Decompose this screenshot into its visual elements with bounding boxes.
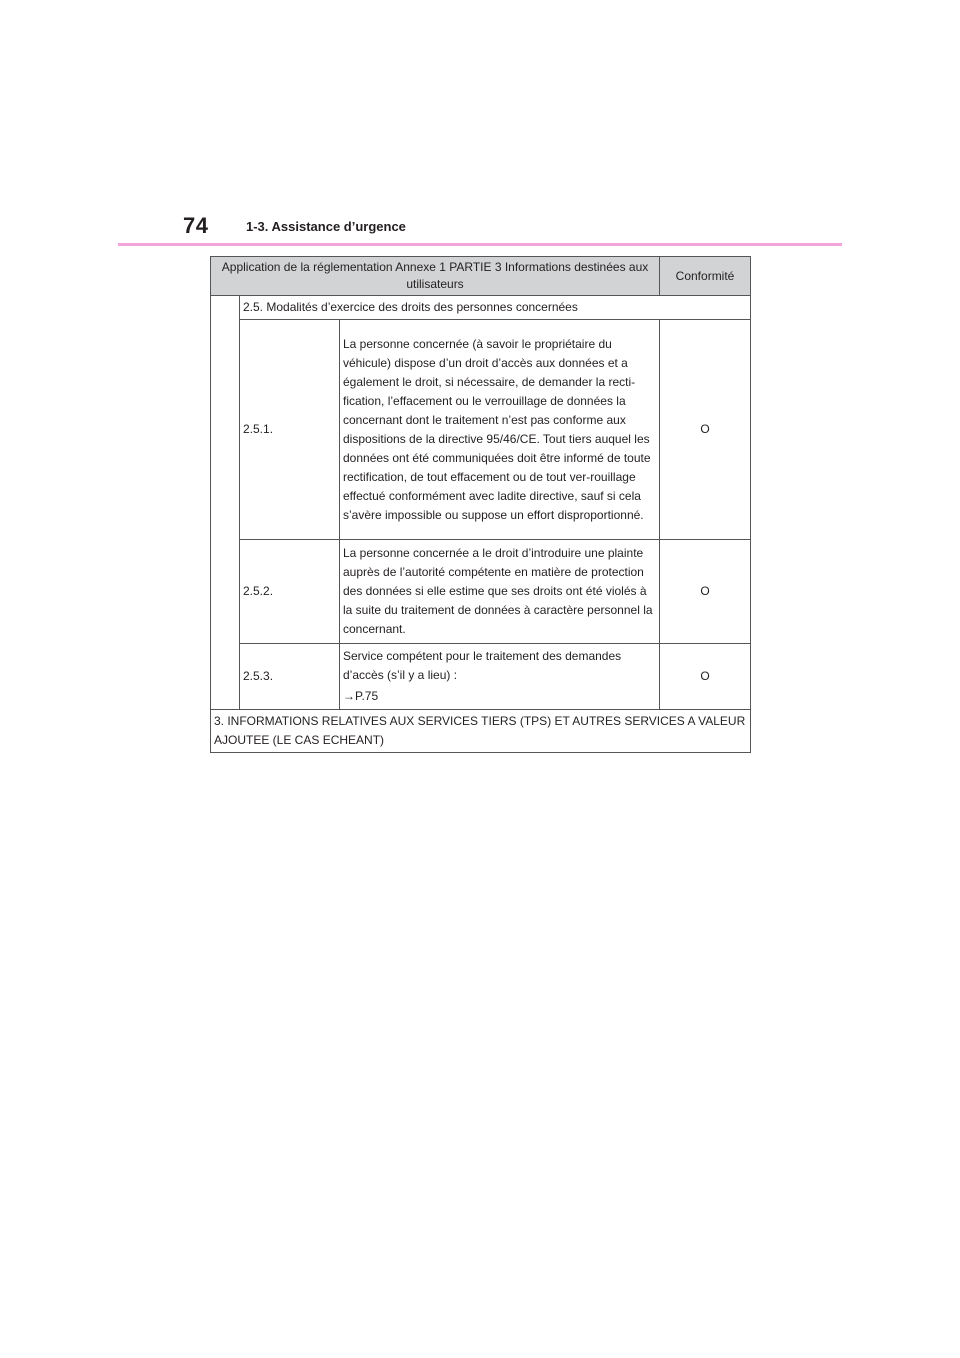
sub-heading: 2.5. Modalités d’exercice des droits des personnes concernées — [240, 296, 751, 320]
table-header-conformity: Conformité — [660, 257, 751, 296]
table-header-application: Application de la réglementation Annexe 1 PARTIE 3 Informations destinées aux utilisateurs — [211, 257, 660, 296]
indent-cell — [211, 296, 240, 710]
row-number: 2.5.2. — [240, 540, 340, 644]
table-row — [211, 644, 751, 710]
section-title: 1-3. Assistance d’urgence — [246, 219, 406, 234]
table-row — [211, 540, 751, 644]
row-description-cell — [340, 644, 660, 710]
section-3-heading: 3. INFORMATIONS RELATIVES AUX SERVICES TIERS (TPS) ET AUTRES SERVICES A VALEUR AJOUTEE (LE CAS ECHEANT) — [211, 710, 751, 753]
row-description: La personne concernée a le droit d’introduire une plainte auprès de l’autorité compétente en matière de protection des données si elle estime que ses droits ont été violés à la suite du traitement de données à caractère personnel la concernant. — [340, 540, 660, 644]
row-description: Service compétent pour le traitement des demandes d’accès (s’il y a lieu) : — [343, 649, 622, 682]
conformity-mark: O — [660, 320, 751, 540]
regulation-table — [210, 256, 751, 753]
page-reference: →P.75 — [343, 689, 379, 703]
row-number: 2.5.1. — [240, 320, 340, 540]
conformity-mark: O — [660, 540, 751, 644]
row-description: La personne concernée (à savoir le propriétaire du véhicule) dispose d’un droit d’accès aux données et a également le droit, si nécessaire, de demander la recti-fication, l’effacement ou le verrouillage de données la concernant dont le traitement n’est pas conforme aux dispositions de la directive 95/46/CE. Tout tiers auquel les données ont été communiquées doit être informé de toute rectification, de tout effacement ou de tout ver-rouillage effectué conformément avec ladite directive, sauf si cela s’avère impossible ou suppose un effort disproportionné. — [340, 320, 660, 540]
table-footer-row — [211, 710, 751, 753]
table-row — [211, 320, 751, 540]
row-number: 2.5.3. — [240, 644, 340, 710]
conformity-mark: O — [660, 644, 751, 710]
table-subheading-row — [211, 296, 751, 320]
page-number: 74 — [183, 213, 209, 238]
table-header-row — [211, 257, 751, 296]
header-divider — [118, 243, 842, 246]
